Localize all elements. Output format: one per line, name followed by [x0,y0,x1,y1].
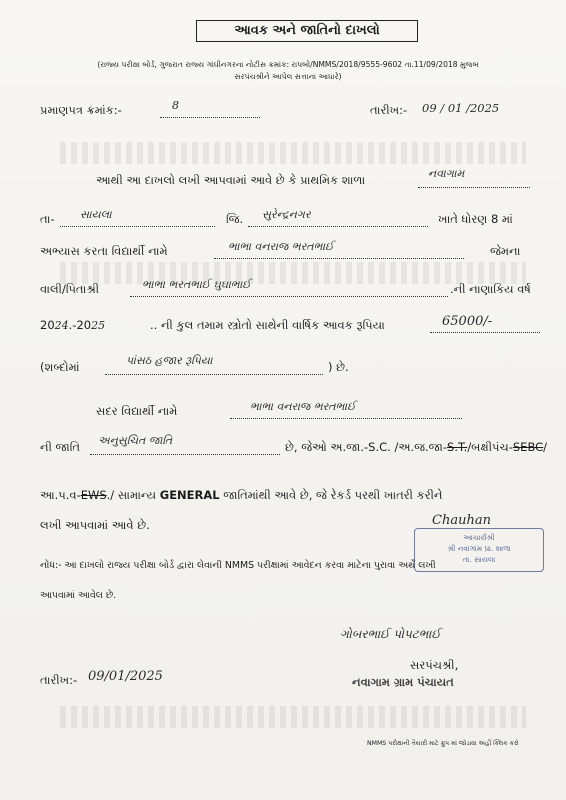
body-line-7-start: સદર વિદ્યાર્થી નામે [96,404,178,418]
student-name-repeat: ભાભા વનરાજ ભરતભાઈ [250,400,356,413]
date-value: 09 / 01 /2025 [422,101,500,115]
year-start-hw: 24 [54,319,69,332]
body-line-10: લખી આપવામાં આવે છે. [40,518,150,532]
income-text: .. ની કુલ તમામ સ્ત્રોતો સાથેની વાર્ષિક આવક રૂપિયા [150,318,385,332]
student-name: ભાભા વનરાજ ભરતભાઈ [228,240,334,253]
subtitle-line-2: સરપંચશ્રીને આપેલ સત્તાના આધારે) [234,72,342,81]
district-value: સુરેન્દ્રનગર [262,208,311,221]
caste-value: અનુસુચિત જાતિ [98,434,173,447]
group-join-link[interactable]: NMMS પરીક્ષાની તૈયારી માટે ગ્રુપ માં જોડાવા અહીં ક્લિક કરો [367,740,519,747]
guardian-name: ભાભા ભરતભાઈ ઘુઘાભાઈ [142,278,251,291]
note-line-1: નોંધ:- આ દાખલો રાજ્ય પરીક્ષા બોર્ડ દ્વારા લેવાની NMMS પરીક્ષામાં આવેદન કરવા માટેના પુરાવા અર્થે લખી [40,560,436,571]
body-line-2-end: ખાતે ધોરણ 8 માં [438,212,513,226]
bleed-through [60,262,526,284]
fill-line [160,117,260,118]
principal-signature: Chauhan [432,513,491,528]
fill-line [430,332,540,333]
year-row: 2024.-2025 [40,318,106,332]
sarpanch-handwritten-name: ગોબરભાઈ પોપટભાઈ [340,627,441,641]
words-end: ) છે. [328,360,349,374]
income-in-words: પાંસઠ હજાર રૂપિયા [126,354,213,367]
year-end-hw: 25 [91,319,106,332]
district-label: જિ. [226,212,244,226]
words-label: (શબ્દોમાં [40,360,80,374]
stamp-line-2: શ્રી નવાગામ પ્રા. શાળા [447,544,511,553]
caste-label: ની જાતિ [40,440,80,454]
fill-line [248,226,428,227]
caste-options: છે, જેઓ અ.જા.-S.C. /અ.જ.જા-S.T./બક્ષીપંચ-SEBC/ [285,440,548,454]
fill-line [230,418,462,419]
certificate-number-label: પ્રમાણપત્ર ક્રમાંક:- [40,103,122,117]
fill-line [418,187,530,188]
footer-date-label: તારીખ:- [40,673,78,687]
bleed-through [60,706,526,728]
body-line-1: આથી આ દાખલો લખી આપવામાં આવે છે કે પ્રાથમિક શાળા [96,173,366,187]
date-label: તારીખ:- [370,103,408,117]
fill-line [130,296,448,297]
stamp-line-1: આચાર્યશ્રી [463,533,495,542]
fill-line [105,374,323,375]
caste-options-line-2: આ.પ.વ-EWS./ સામાન્ય GENERAL જાતિમાંથી આવે છે, જે રેકર્ડ પરથી ખાતરી કરીને [40,488,443,502]
body-line-3-start: અભ્યાસ કરતા વિદ્યાર્થી નામે [40,244,168,258]
fill-line [60,226,215,227]
body-line-3-end: જેમના [490,244,521,258]
panchayat-stamp: નવાગામ ગ્રામ પંચાયત [352,675,454,689]
taluka-value: સાયલા [80,208,112,221]
stamp-line-3: તા. સાયલા [462,555,496,564]
subtitle-line-1: (રાજ્ય પરીક્ષા બોર્ડ, ગુજરાત રાજ્ય ગાંધીનગરના નોટીસ ક્રમાંક: રાપબો/NMMS/2018/9555-9602 તા.11/09/2018 મુજબ [97,60,479,69]
school-name: નવાગામ [428,167,465,180]
fill-line [90,454,280,455]
guardian-label: વાલી/પિતાશ્રી [40,282,100,296]
body-line-4-end: .ની નાણાકિય વર્ષ [450,282,531,296]
certificate-number-value: 8 [172,99,179,112]
taluka-label: તા- [40,212,55,226]
sarpanch-label: સરપંચશ્રી, [410,658,459,672]
page-title: આવક અને જાતિનો દાખલો [196,20,418,42]
footer-date-value: 09/01/2025 [88,669,163,684]
note-line-2: આપવામાં આવેલ છે. [40,590,117,601]
bleed-through [60,142,526,164]
income-value: 65000/- [442,314,493,329]
fill-line [214,258,464,259]
